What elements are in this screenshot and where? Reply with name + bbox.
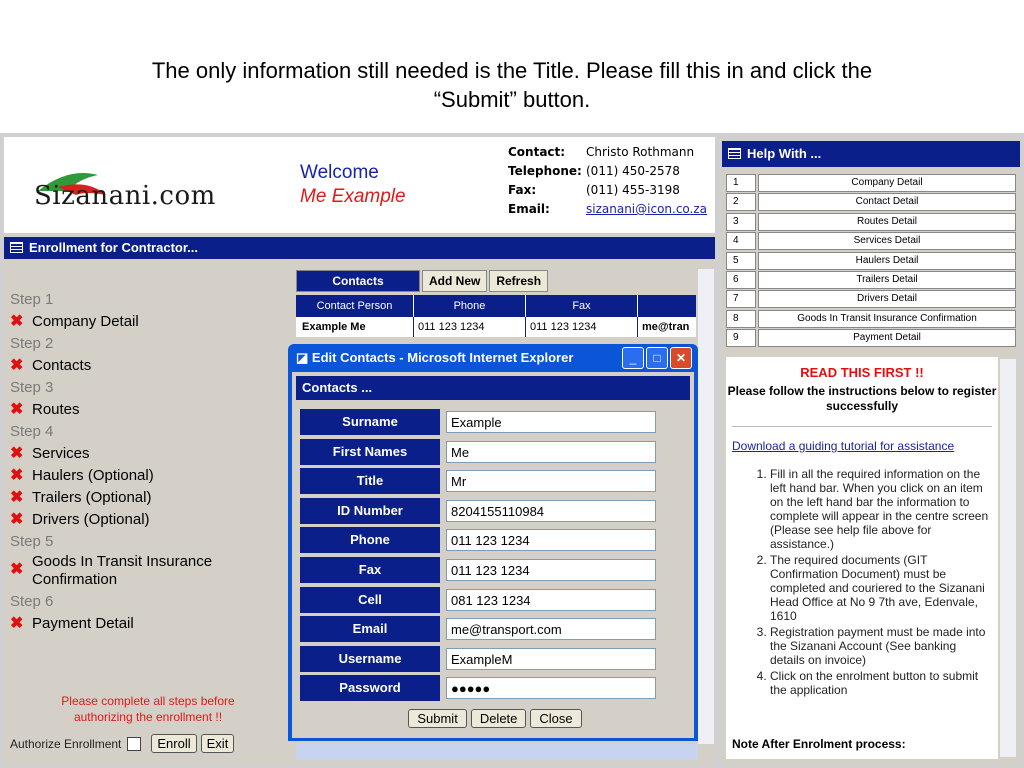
read-first-heading: READ THIS FIRST !! [800,365,924,380]
telephone-label: Telephone: [508,164,582,178]
help-label: Payment Detail [758,329,1016,347]
tutorial-link[interactable]: Download a guiding tutorial for assistance [732,439,955,453]
minimize-icon[interactable]: _ [622,347,644,369]
maximize-icon[interactable]: □ [646,347,668,369]
step-item-haulers[interactable] [10,465,247,487]
email-link[interactable]: sizanani@icon.co.za [586,202,708,216]
help-item[interactable] [726,329,1016,347]
help-num: 7 [726,290,756,308]
help-list [726,174,1016,349]
steps-list [10,289,247,635]
user-name: Me Example [300,186,406,207]
step-label: Payment Detail [32,615,134,632]
help-label: Company Detail [758,174,1016,192]
tab-contacts[interactable]: Contacts [296,270,420,292]
fax-field[interactable]: 011 123 1234 [446,559,656,581]
help-num: 6 [726,271,756,289]
email-label: Email [300,616,440,642]
column-header: Fax [526,295,638,317]
dialog-section-title: Contacts ... [296,376,690,400]
cell-phone: 011 123 1234 [414,317,526,337]
step-item-trailers[interactable] [10,487,247,509]
exit-button[interactable]: Exit [201,734,235,753]
help-label: Routes Detail [758,213,1016,231]
contacts-table [296,295,696,337]
contacts-horizontal-scrollbar[interactable] [296,744,698,760]
enrollment-warning: Please complete all steps before authorizing the enrollment !! [61,694,235,724]
help-label: Trailers Detail [758,271,1016,289]
step-item-git-insurance[interactable] [10,553,247,591]
authorize-row [10,734,234,753]
incomplete-icon: ✖ [10,313,24,330]
incomplete-icon: ✖ [10,561,24,578]
help-label: Drivers Detail [758,290,1016,308]
id-number-label: ID Number [300,498,440,524]
step-item-services[interactable] [10,443,247,465]
help-label: Services Detail [758,232,1016,250]
step-label: Contacts [32,357,92,374]
delete-button[interactable]: Delete [471,709,527,728]
edit-contacts-dialog [288,344,698,741]
incomplete-icon: ✖ [10,357,24,374]
help-title: Help With ... [747,146,822,161]
help-panel [722,137,1020,765]
column-header [638,295,696,317]
slide-caption [0,56,1024,114]
password-label: Password [300,675,440,701]
close-icon[interactable]: ✕ [670,347,692,369]
id-number-field[interactable]: 8204155110984 [446,500,656,522]
incomplete-icon: ✖ [10,445,24,462]
contact-value: Christo Rothmann [586,145,695,159]
help-bar [722,141,1020,167]
logo-text: Sizanani.com [34,181,216,211]
step-label: Goods In Transit Insurance Confirmation [32,553,213,588]
enrollment-bar [4,237,715,259]
step-item-company-detail[interactable] [10,311,247,333]
title-label: Title [300,468,440,494]
phone-label: Phone [300,527,440,553]
cell-fax: 011 123 1234 [526,317,638,337]
username-label: Username [300,646,440,672]
first-names-field[interactable]: Me [446,441,656,463]
contacts-toolbar [296,270,550,292]
site-header [4,137,715,233]
help-item[interactable] [726,232,1016,250]
window-icon [10,242,23,253]
incomplete-icon: ✖ [10,615,24,632]
phone-field[interactable]: 011 123 1234 [446,529,656,551]
step-item-routes[interactable] [10,399,247,421]
step-header: Step 2 [10,335,54,352]
contact-info [508,145,707,221]
step-header: Step 1 [10,291,54,308]
help-num: 1 [726,174,756,192]
table-header [296,295,696,317]
column-header: Phone [414,295,526,317]
dialog-title-text: Edit Contacts - Microsoft Internet Explorer [311,350,574,365]
enrollment-title: Enrollment for Contractor... [29,240,199,255]
help-num: 4 [726,232,756,250]
email-field[interactable]: me@transport.com [446,618,656,640]
telephone-value: (011) 450-2578 [586,164,680,178]
add-new-button[interactable]: Add New [422,270,487,292]
table-row[interactable] [296,317,696,337]
contacts-vertical-scrollbar[interactable] [698,269,714,744]
step-label: Haulers (Optional) [32,467,154,484]
authorize-checkbox[interactable] [127,737,141,751]
step-label: Company Detail [32,313,139,330]
window-icon [728,148,741,159]
help-label: Goods In Transit Insurance Confirmation [758,310,1016,328]
fax-label: Fax [300,557,440,583]
caption-line-1: The only information still needed is the Title. Please fill this in and click the [151,58,873,83]
surname-label: Surname [300,409,440,435]
window-controls [620,347,692,369]
title-field[interactable]: Mr [446,470,656,492]
incomplete-icon: ✖ [10,467,24,484]
email-label: Email: [508,202,550,216]
step-header: Step 3 [10,379,54,396]
instruction-item: 1. Fill in all the required information on the left hand bar. When you click on an item on the left hand bar the information to complete will appear in the centre screen (Please see help file above for assistance.) [770,467,992,551]
step-label: Routes [32,401,80,418]
step-header: Step 4 [10,423,54,440]
help-num: 9 [726,329,756,347]
dialog-body [292,372,694,738]
cell-contact-person: Example Me [296,317,414,337]
help-num: 8 [726,310,756,328]
help-num: 5 [726,252,756,270]
help-scrollbar[interactable] [1000,359,1016,757]
cell-label: Cell [300,587,440,613]
incomplete-icon: ✖ [10,511,24,528]
step-label: Services [32,445,90,462]
password-field[interactable]: ●●●●● [446,677,656,699]
step-label: Drivers (Optional) [32,511,150,528]
step-header: Step 6 [10,593,54,610]
first-names-label: First Names [300,439,440,465]
instruction-item: 4. Click on the enrolment button to submit the application [770,669,992,697]
step-item-drivers[interactable] [10,509,247,531]
incomplete-icon: ✖ [10,489,24,506]
instruction-item: 2. The required documents (GIT Confirmation Document) must be completed and couriered to the Sizanani Head Office at No 9 7th ave, Edenvale, 1610 [770,553,992,623]
cell-field[interactable]: 081 123 1234 [446,589,656,611]
refresh-button[interactable]: Refresh [489,270,548,292]
help-label: Haulers Detail [758,252,1016,270]
instructions-list [726,467,998,697]
dialog-title [296,344,573,372]
help-item[interactable] [726,193,1016,211]
help-item[interactable] [726,290,1016,308]
username-field[interactable]: ExampleM [446,648,656,670]
step-item-contacts[interactable] [10,355,247,377]
help-item[interactable] [726,174,1016,192]
contact-form [300,409,656,705]
submit-button[interactable]: Submit [408,709,466,728]
help-label: Contact Detail [758,193,1016,211]
fax-label: Fax: [508,183,537,197]
fax-value: (011) 455-3198 [586,183,680,197]
contact-label: Contact: [508,145,566,159]
help-item[interactable] [726,252,1016,270]
dialog-actions [292,709,694,728]
help-num: 3 [726,213,756,231]
step-item-payment[interactable] [10,613,247,635]
help-item[interactable] [726,213,1016,231]
authorize-label: Authorize Enrollment [10,736,122,751]
help-item[interactable] [726,271,1016,289]
help-item[interactable] [726,310,1016,328]
step-label: Trailers (Optional) [32,489,152,506]
cell-email: me@tran [642,321,690,333]
instructions-box [726,357,998,759]
divider [732,426,992,427]
ie-icon: ◪ [296,350,312,365]
help-num: 2 [726,193,756,211]
instruction-item: 3. Registration payment must be made into the Sizanani Account (See banking details on invoice) [770,625,992,667]
surname-field[interactable]: Example [446,411,656,433]
step-header: Step 5 [10,533,54,550]
column-header: Contact Person [296,295,414,317]
incomplete-icon: ✖ [10,401,24,418]
caption-line-2: “Submit” button. [433,87,591,112]
close-button[interactable]: Close [530,709,581,728]
read-first-subtitle: Please follow the instructions below to register successfully [727,384,997,413]
welcome-label: Welcome [300,162,379,183]
enroll-button[interactable]: Enroll [151,734,196,753]
after-enrolment-note: Note After Enrolment process: [732,737,906,751]
